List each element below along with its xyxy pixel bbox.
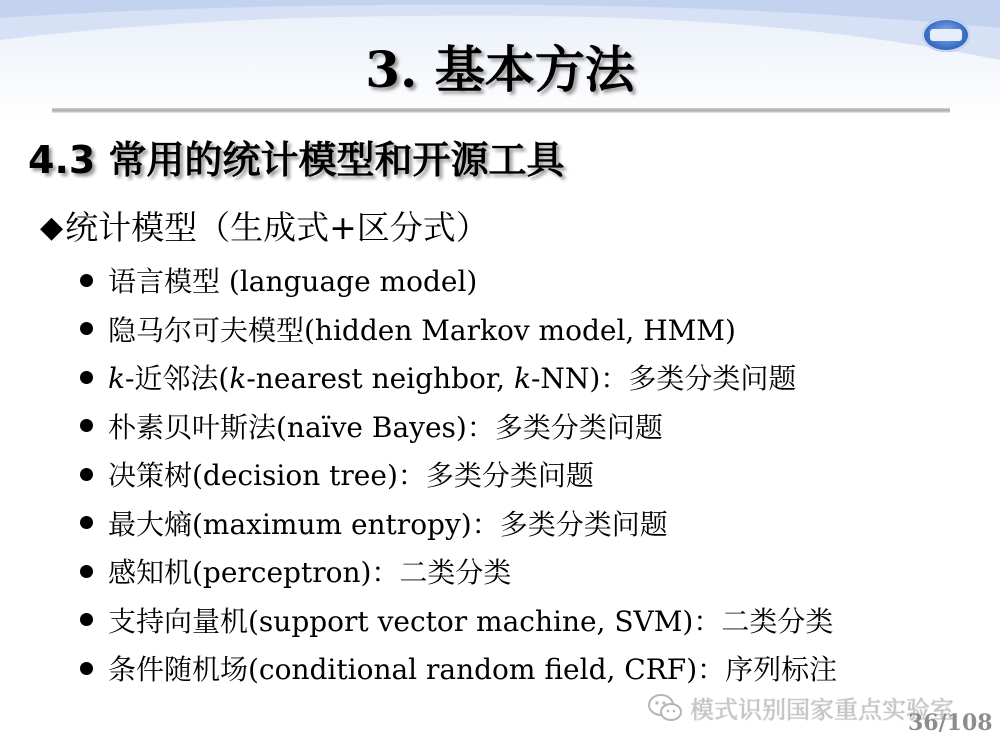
list-item-text: 条件随机场(conditional random field, CRF)：序列标注 — [108, 653, 838, 687]
list-item — [80, 450, 837, 499]
list-item — [80, 353, 837, 402]
list-item — [80, 547, 837, 596]
bullet-icon — [80, 371, 93, 384]
bullet-icon — [80, 419, 93, 432]
bullet-icon — [80, 565, 93, 578]
list-item-text: 朴素贝叶斯法(naïve Bayes)：多类分类问题 — [108, 410, 663, 444]
list-item-text: k-近邻法(k-nearest neighbor, k-NN)：多类分类问题 — [108, 362, 797, 396]
list-item-text: 支持向量机(support vector machine, SVM)：二类分类 — [108, 604, 834, 638]
list-item — [80, 305, 837, 354]
list-item-text: 最大熵(maximum entropy)：多类分类问题 — [108, 507, 668, 541]
list-item-text: 隐马尔可夫模型(hidden Markov model, HMM) — [108, 313, 736, 347]
bullet-icon — [80, 468, 93, 481]
bullet-icon — [80, 274, 93, 287]
title-divider — [52, 108, 950, 113]
list-item — [80, 596, 837, 645]
model-list — [80, 256, 837, 693]
list-item-text: 语言模型 (language model) — [108, 265, 478, 299]
wechat-icon — [648, 693, 682, 723]
list-item — [80, 256, 837, 305]
section-heading — [40, 206, 489, 250]
bullet-icon — [80, 322, 93, 335]
bullet-icon — [80, 516, 93, 529]
list-item — [80, 499, 837, 548]
bullet-icon — [80, 613, 93, 626]
list-item — [80, 644, 837, 693]
list-item-text: 决策树(decision tree)：多类分类问题 — [108, 459, 594, 493]
watermark-text: 模式识别国家重点实验室 — [690, 696, 954, 724]
page-number: 36/108 — [908, 710, 993, 736]
subheading: 4.3 常用的统计模型和开源工具 — [28, 138, 565, 182]
bullet-icon — [80, 662, 93, 675]
list-item-text: 感知机(perceptron)：二类分类 — [108, 556, 512, 590]
diamond-bullet-icon: ◆ — [40, 210, 64, 245]
slide-title: 3. 基本方法 — [365, 40, 635, 99]
section-heading-text: 统计模型（生成式+区分式） — [65, 208, 489, 247]
list-item — [80, 402, 837, 451]
